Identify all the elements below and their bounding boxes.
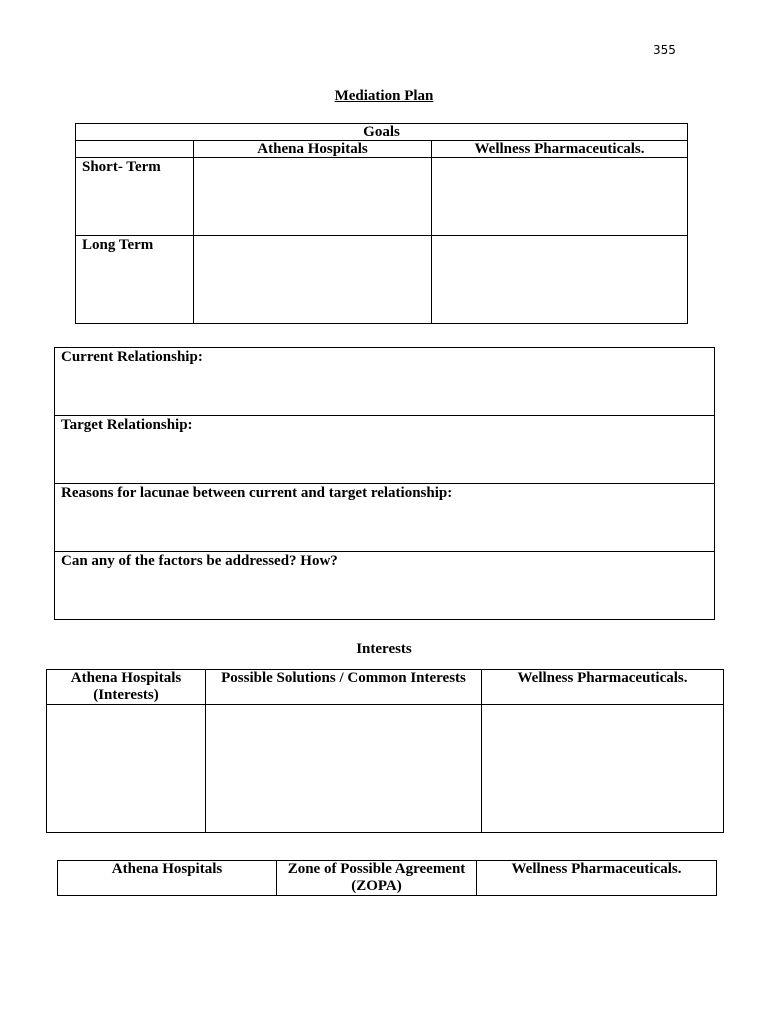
zopa-table xyxy=(57,860,717,896)
goals-empty-corner xyxy=(76,141,194,158)
goals-col-party-b: Wellness Pharmaceuticals. xyxy=(432,141,688,158)
goals-row-long-term-label: Long Term xyxy=(76,236,194,324)
table-row xyxy=(58,861,717,896)
page-title: Mediation Plan xyxy=(334,88,434,104)
current-relationship-label: Current Relationship: xyxy=(61,349,203,365)
goals-long-term-party-b-cell[interactable] xyxy=(432,236,688,324)
page-number: 355 xyxy=(653,43,676,57)
zopa-col-zone-abbr: (ZOPA) xyxy=(351,878,402,894)
target-relationship-cell[interactable] xyxy=(55,416,715,484)
table-row xyxy=(55,416,715,484)
goals-table xyxy=(75,123,688,324)
lacunae-reasons-label: Reasons for lacunae between current and target relationship: xyxy=(61,485,453,501)
table-row xyxy=(76,236,688,324)
goals-header: Goals xyxy=(76,124,688,141)
current-relationship-cell[interactable] xyxy=(55,348,715,416)
interests-party-a-cell[interactable] xyxy=(47,705,206,833)
interests-party-b-cell[interactable] xyxy=(482,705,724,833)
zopa-col-party-b: Wellness Pharmaceuticals. xyxy=(477,861,717,896)
goals-long-term-party-a-cell[interactable] xyxy=(194,236,432,324)
relationship-table xyxy=(54,347,715,620)
interests-table xyxy=(46,669,724,833)
table-row xyxy=(55,484,715,552)
goals-row-short-term-label: Short- Term xyxy=(76,158,194,236)
zopa-col-zone-name: Zone of Possible Agreement xyxy=(287,861,466,877)
interests-common-cell[interactable] xyxy=(206,705,482,833)
factors-addressed-cell[interactable] xyxy=(55,552,715,620)
factors-addressed-label: Can any of the factors be addressed? How? xyxy=(61,553,338,569)
zopa-col-party-a: Athena Hospitals xyxy=(58,861,277,896)
target-relationship-label: Target Relationship: xyxy=(61,417,193,433)
goals-col-party-a: Athena Hospitals xyxy=(194,141,432,158)
interests-title: Interests xyxy=(356,641,412,657)
table-row xyxy=(76,158,688,236)
zopa-col-zone xyxy=(277,861,477,896)
goals-short-term-party-b-cell[interactable] xyxy=(432,158,688,236)
goals-short-term-party-a-cell[interactable] xyxy=(194,158,432,236)
table-row xyxy=(55,552,715,620)
interests-col-party-a-sub: (Interests) xyxy=(93,687,159,703)
interests-col-party-a xyxy=(47,670,206,705)
interests-col-party-b: Wellness Pharmaceuticals. xyxy=(482,670,724,705)
table-row xyxy=(47,705,724,833)
lacunae-reasons-cell[interactable] xyxy=(55,484,715,552)
table-row xyxy=(55,348,715,416)
interests-col-party-a-name: Athena Hospitals xyxy=(70,670,182,686)
interests-col-common: Possible Solutions / Common Interests xyxy=(206,670,482,705)
